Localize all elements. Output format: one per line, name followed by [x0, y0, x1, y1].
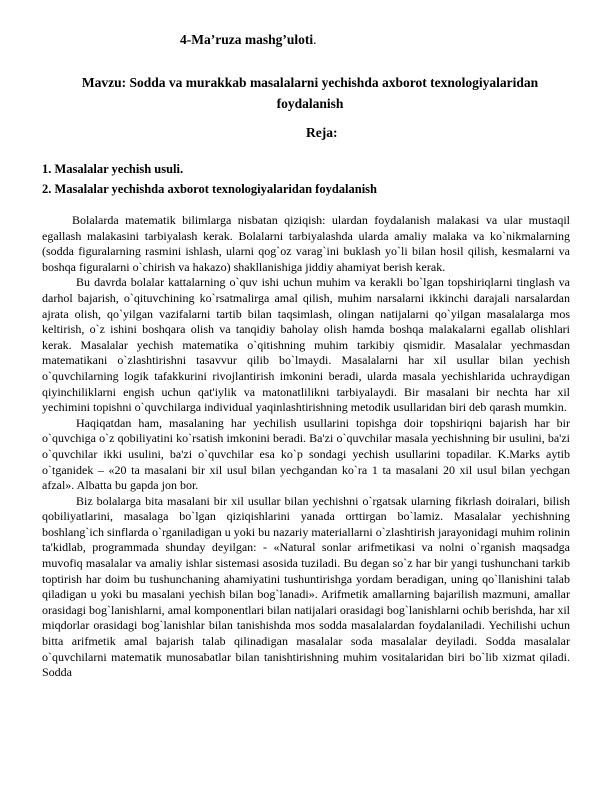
lecture-title-text: 4-Ma’ruza mashg’uloti — [180, 32, 314, 47]
paragraph-3: Haqiqatdan ham, masalaning har yechilish usullarini topishga doir topshiriqni bajarish har bir o`quvchiga o`z qobiliyatini ko`rsatish imkonini beradi. Ba'zi o`quvchilar masala yechishning bir usulini, ba'zi o`quvchilar ikki usulini, ba'zi o`quvchilar esa ko`p sondagi yechish usullarini topadilar. K.Marks aytib o`tganidek – «20 ta masalani bir xil usul bilan yechgandan ko`ra 1 ta masalani 20 xil usul bilan yechgan afzal». Albatta bu gapda jon bor. — [42, 415, 570, 493]
plan-item-2: 2. Masalalar yechishda axborot texnologiyalaridan foydalanish — [42, 182, 377, 196]
paragraph-4: Biz bolalarga bita masalani bir xil usullar bilan yechishni o`rgatsak ularning fikrlash doiralari, bilish qobiliyatlarini, masalaga bo`lgan qiziqishlarini yanada orttirgan bo`lamiz. Masalalar yechishning boshlang`ich sinflarda o`rganiladigan u yoki bu nazariy materiallarni o`zlashtirish jarayonidagi muhim rolinin ta'kidlab, programmada shunday deyilgan: - «Natural sonlar arifmetikasi va nolni o`rganish maqsadga muvofiq masalalar va amaliy ishlar sistemasi asosida tuziladi. Bu degan so`z har bir yangi tushunchani tarkib toptirish har doim bu tushunchaning ahamiyatini tushuntirishga yordam beradigan, uning qo`llanishini talab qiladigan u yoki bu masalani yechish bilan bog`lanadi». Arifmetik amallarning bajarilish mazmuni, amallar orasidagi bog`lanishlarni, amal komponentlari bilan natijalari orasidagi bog`lanishlarni ochib berishda, har xil miqdorlar orasidagi bog`lanishlar bilan tanishishda mos sodda masalalardan foydalaniladi. Yechilishi uchun bitta arifmetik amal bajarish talab qilinadigan masalalar soda masalalar deyiladi. Sodda masalalar o`quvchilarni matematik munosabatlar bilan tanishtirishning muhim vositalaridan biri bo`lib xizmat qiladi. Sodda — [42, 493, 570, 680]
lecture-title — [180, 32, 316, 48]
body-text — [42, 213, 570, 681]
paragraph-1: Bolalarda matematik bilimlarga nisbatan qiziqish: ulardan foydalanish malakasi va ular mustaqil egallash malakasini tarbiyalash kerak. Bolalarni tarbiyalashda ularda amaliy malaka va ko`nikmalarning (sodda figuralarning rasmini ishlash, ularni qog`oz varag`ini buklash yo`li bilan hosil qilish, kesmalarni va boshqa figuralarni o`chirish va hakazo) shakllanishiga jiddiy ahamiyat berish kerak. — [42, 213, 570, 274]
paragraph-2: Bu davrda bolalar kattalarning o`quv ishi uchun muhim va kerakli bo`lgan topshiriqlarni tinglash va darhol bajarish, o`qituvchining ko`rsatmalirga amal qilish, muhim narsalarni ikkinchi darajali narsalardan ajrata olish, qo`yilgan vazifalarni tartib bilan taqsimlash, olingan natijalarni qo`yilgan masalalarga mos keltirish, o`z ishini boshqara olish va tanqidiy baholay olish hamda boshqa malakalarni egallab olishlari kerak. Masalalar yechish matematika o`qitishning muhim tarkibiy qismidir. Masalalar yechmasdan matematikani o`zlashtirishni tasavvur qilib bo`lmaydi. Masalalarni har xil usullar bilan yechish o`quvchilarning logik tafakkurini rivojlantirish imkonini beradi, ularda masala yechishlarida uchraydigan qiyinchiliklarni engish uchun qat'iylik va matonatlilikni tarbiyalaydi. Bir masalani bir nechta har xil yechimini topishni o`quvchilarga individual yaqinlashtirishning metodik usullaridan biri deb qarash mumkin. — [42, 275, 570, 415]
topic-heading: Mavzu: Sodda va murakkab masalalarni yechishda axborot texnologiyalaridan foydalanish — [81, 75, 539, 111]
plan-list — [42, 159, 377, 199]
plan-title: Reja: — [306, 125, 338, 140]
plan-item-1: 1. Masalalar yechish usuli. — [42, 162, 184, 176]
lecture-title-dot: . — [313, 32, 317, 47]
